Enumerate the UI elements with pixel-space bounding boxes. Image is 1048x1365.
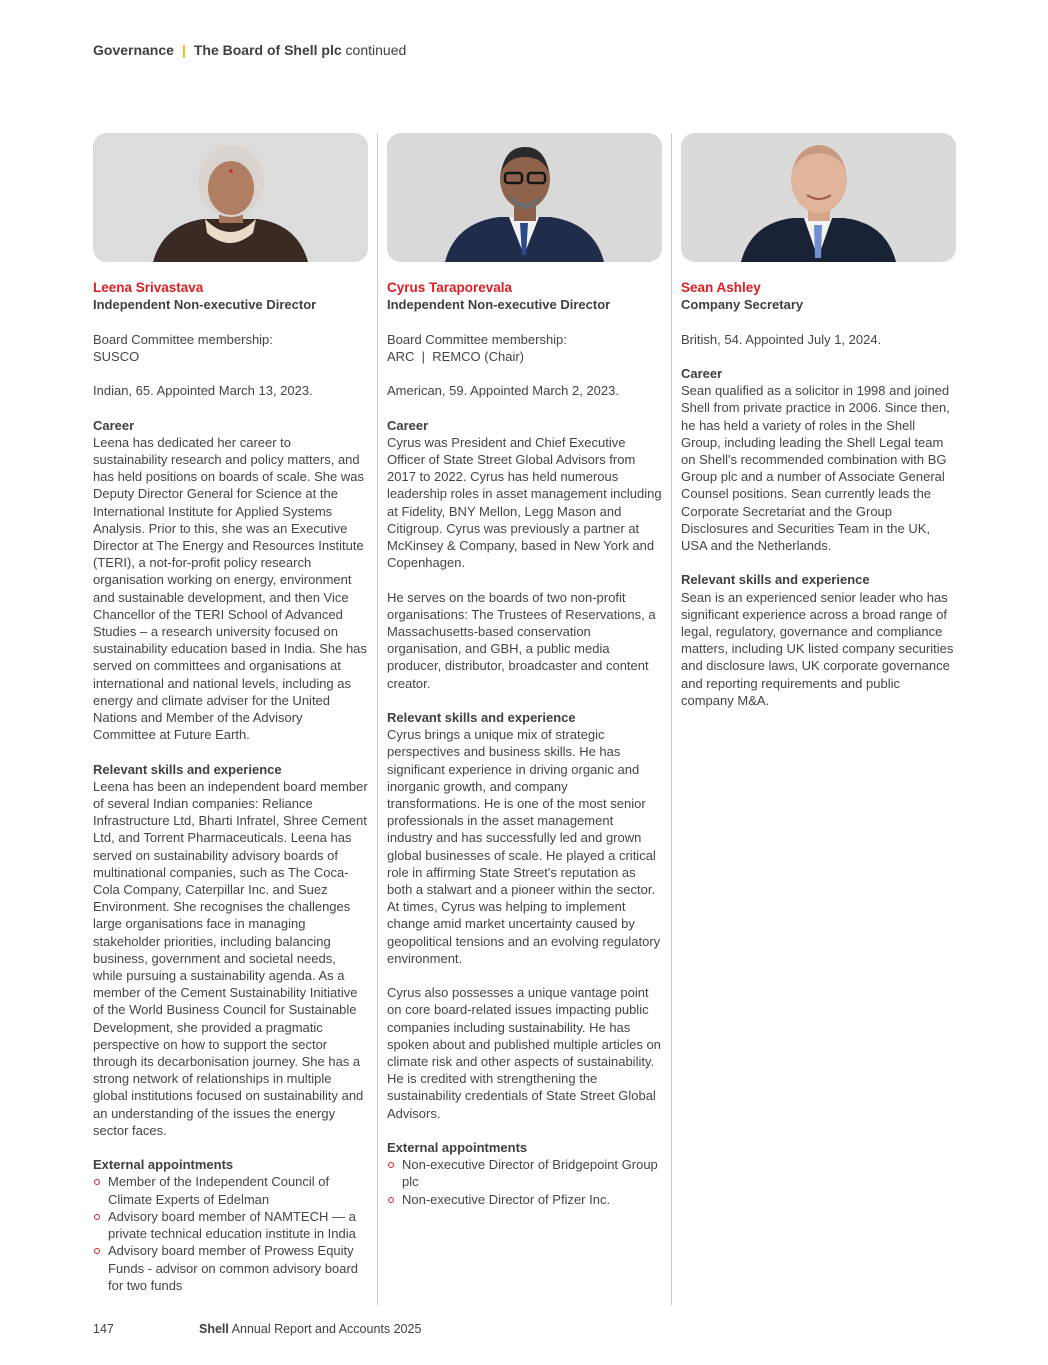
director-bio: American, 59. Appointed March 2, 2023.: [387, 383, 619, 399]
skills-paragraph: Cyrus brings a unique mix of strategic perspectives and business skills. He has significant experience in driving organic and inorganic growth, and company transformations. He is one of the most senior professionals in the asset management industry and has successfully led and grown global businesses of scale. He played a critical role in affirming State Street's reputation as both a stalwart and a pioneer within the sector. At times, Cyrus was helping to implement change amid market uncertainty caused by geopolitical tensions and an evolving regulatory environment.: [387, 727, 661, 966]
header-section: Governance: [93, 42, 174, 58]
director-role: Company Secretary: [681, 297, 804, 313]
director-bio: Indian, 65. Appointed March 13, 2023.: [93, 383, 313, 399]
header-continued: continued: [345, 42, 407, 58]
portrait-illustration: [681, 133, 956, 262]
skills-heading: Relevant skills and experience: [387, 710, 576, 725]
page-number: 147: [93, 1322, 114, 1336]
director-text: [93, 279, 368, 1294]
director-profile-leena-srivastava: [93, 133, 368, 1294]
external-heading: External appointments: [93, 1157, 234, 1173]
career-heading: Career: [93, 417, 135, 433]
career-heading: Career: [387, 417, 429, 433]
director-text: [387, 279, 662, 1208]
committee-label: Board Committee membership:: [93, 331, 273, 347]
career-paragraph: He serves on the boards of two non-profit organisations: The Trustees of Reservations, a Massachusetts-based conservation organisation, and GBH, a public media producer, distributor, broadcaster and content creator.: [387, 589, 656, 691]
director-text: [681, 279, 956, 709]
header-title: The Board of Shell plc: [193, 42, 342, 58]
column-divider: [671, 133, 672, 1305]
column-divider: [377, 133, 378, 1305]
list-item: Non-executive Director of Bridgepoint Group plc: [387, 1156, 662, 1190]
page-header: [93, 42, 406, 58]
portrait-illustration: [387, 133, 662, 262]
committee-label: Board Committee membership:: [387, 331, 567, 347]
director-name: Sean Ashley: [681, 280, 761, 295]
director-name: Cyrus Taraporevala: [387, 280, 513, 295]
director-portrait: [387, 133, 662, 262]
director-role: Independent Non-executive Director: [93, 297, 317, 313]
committee-list: SUSCO: [93, 348, 140, 364]
publication-footer: [199, 1322, 421, 1336]
director-profile-sean-ashley: [681, 133, 956, 709]
footer-publication: Annual Report and Accounts 2025: [231, 1322, 422, 1336]
skills-heading: Relevant skills and experience: [681, 572, 870, 588]
list-item: Advisory board member of NAMTECH — a private technical education institute in India: [93, 1208, 368, 1242]
director-name: Leena Srivastava: [93, 280, 204, 295]
skills-paragraph: Leena has been an independent board member of several Indian companies: Reliance Infrastructure Ltd, Bharti Infratel, Shree Cement Ltd, and Torrent Pharmaceuticals. Leena has served on sustainability advisory boards of multinational companies, such as The Coca-Cola Company, Caterpillar Inc. and Suez Environment. She recognises the challenges large organisations face in managing stakeholder priorities, including balancing business, government and societal needs, while pursuing a sustainability agenda. As a member of the Cement Sustainability Initiative of the World Business Council for Sustainable Development, she provided a pragmatic perspective on how to support the sector through its decarbonisation journey. She has a strong network of relationships in multiple global institutions focused on sustainability and an understanding of the issues the energy sector faces.: [93, 778, 368, 1138]
header-separator: |: [181, 42, 186, 58]
external-heading: External appointments: [387, 1140, 528, 1156]
director-profile-cyrus-taraporevala: [387, 133, 662, 1208]
skills-paragraph: Sean is an experienced senior leader who has significant experience across a broad range of legal, regulatory, governance and compliance matters, including UK listed company securities and disclosure laws, UK corporate governance and reporting requirements and public company M&A.: [681, 589, 954, 708]
portrait-illustration: [93, 133, 368, 262]
career-paragraph: Leena has dedicated her career to sustainability research and policy matters, and has held positions on boards of scale. She was Deputy Director General for Science at the International Institute for Applied Systems Analysis. Prior to this, she was an Executive Director at The Energy and Resources Institute (TERI), a not-for-profit policy research organisation working on energy, environment and sustainable development, and then Vice Chancellor of the TERI School of Advanced Studies – a research university focused on sustainability education based in India. She has served on committees and organisations at international and national levels, including as energy and climate adviser for the United Nations and Member of the Advisory Committee at Future Earth.: [93, 434, 367, 743]
external-appointments-list: [93, 1173, 368, 1293]
committee-list: ARC | REMCO (Chair): [387, 348, 524, 364]
footer-brand: Shell: [199, 1322, 229, 1336]
director-bio: British, 54. Appointed July 1, 2024.: [681, 331, 882, 347]
director-role: Independent Non-executive Director: [387, 297, 611, 313]
external-appointments-list: [387, 1156, 662, 1208]
director-portrait: [681, 133, 956, 262]
career-heading: Career: [681, 365, 723, 381]
skills-heading: Relevant skills and experience: [93, 761, 282, 777]
director-portrait: [93, 133, 368, 262]
list-item: Advisory board member of Prowess Equity Funds - advisor on common advisory board for two funds: [93, 1242, 368, 1294]
skills-paragraph: Cyrus also possesses a unique vantage point on core board-related issues impacting public companies including sustainability. He has spoken about and published multiple articles on climate risk and other aspects of sustainability. He is credited with strengthening the sustainability credentials of State Street Global Advisors.: [387, 985, 661, 1121]
list-item: Non-executive Director of Pfizer Inc.: [387, 1191, 662, 1208]
career-paragraph: Sean qualified as a solicitor in 1998 and joined Shell from private practice in 2006. Since then, he has held a variety of roles in the Shell Group, including leading the Shell Legal team on Shell's recommended combination with BG Group plc and a number of Associate General Counsel positions. Sean currently leads the Corporate Secretariat and the Group Disclosures and Securities Team in the UK, USA and the Netherlands.: [681, 383, 950, 554]
career-paragraph: Cyrus was President and Chief Executive Officer of State Street Global Advisors from 2017 to 2022. Cyrus has held numerous leadership roles in asset management including at Fidelity, BNY Mellon, Legg Mason and Citigroup. Cyrus was previously a partner at McKinsey & Company, based in New York and Copenhagen.: [387, 434, 662, 571]
list-item: Member of the Independent Council of Climate Experts of Edelman: [93, 1173, 368, 1207]
